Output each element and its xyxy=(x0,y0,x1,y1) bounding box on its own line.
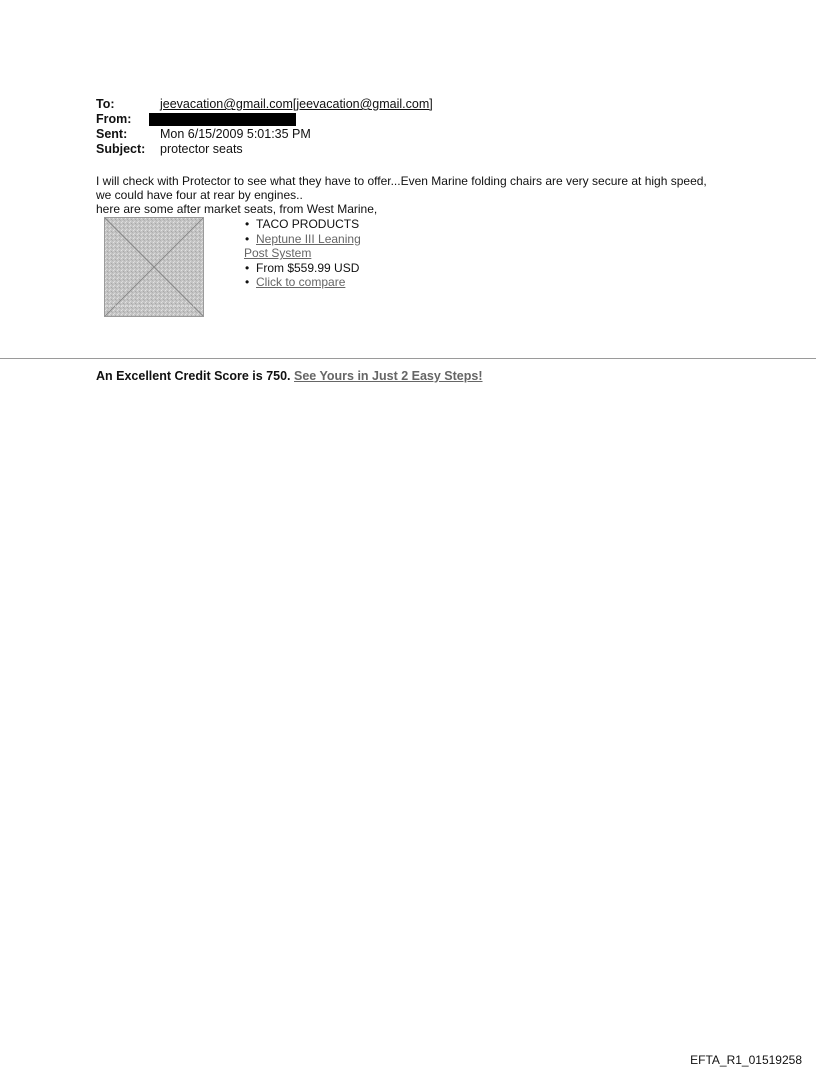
product-details xyxy=(244,217,384,290)
product-brand: TACO PRODUCTS xyxy=(256,217,360,231)
subject-label: Subject: xyxy=(96,142,146,156)
product-price: From $559.99 USD xyxy=(256,260,360,275)
broken-image-icon xyxy=(105,218,203,316)
redaction-block xyxy=(149,113,296,126)
from-row xyxy=(96,112,433,127)
bullet: • xyxy=(245,275,250,290)
body-paragraph: here are some after market seats, from West Marine, xyxy=(96,202,378,216)
product-name-link[interactable]: Neptune III Leaning xyxy=(256,231,361,246)
list-item xyxy=(244,232,384,247)
subject-value: protector seats xyxy=(160,142,243,156)
document-id: EFTA_R1_01519258 xyxy=(690,1053,802,1067)
list-item xyxy=(244,275,384,290)
divider xyxy=(0,358,816,359)
list-item xyxy=(244,261,384,276)
list-item-continuation xyxy=(244,246,384,261)
ad-text: An Excellent Credit Score is 750. xyxy=(96,369,294,383)
from-label: From: xyxy=(96,112,132,126)
ad-link[interactable]: See Yours in Just 2 Easy Steps! xyxy=(294,369,483,383)
subject-row xyxy=(96,142,433,157)
product-image xyxy=(104,217,204,317)
email-header xyxy=(96,97,433,157)
to-value: jeevacation@gmail.com[jeevacation@gmail.com] xyxy=(160,97,433,111)
bullet: • xyxy=(245,231,250,246)
product-name-link[interactable]: Post System xyxy=(244,246,312,261)
advertisement xyxy=(96,369,483,383)
sent-value: Mon 6/15/2009 5:01:35 PM xyxy=(160,127,311,141)
compare-link[interactable]: Click to compare xyxy=(256,275,346,290)
to-row xyxy=(96,97,433,112)
to-label: To: xyxy=(96,97,115,111)
email-body xyxy=(96,174,716,216)
sent-row xyxy=(96,127,433,142)
list-item xyxy=(244,217,384,232)
bullet: • xyxy=(245,217,250,231)
sent-label: Sent: xyxy=(96,127,128,141)
bullet: • xyxy=(245,260,250,275)
body-paragraph: I will check with Protector to see what they have to offer...Even Marine folding chairs are very secure at high speed, we could have four at rear by engines.. xyxy=(96,174,707,202)
